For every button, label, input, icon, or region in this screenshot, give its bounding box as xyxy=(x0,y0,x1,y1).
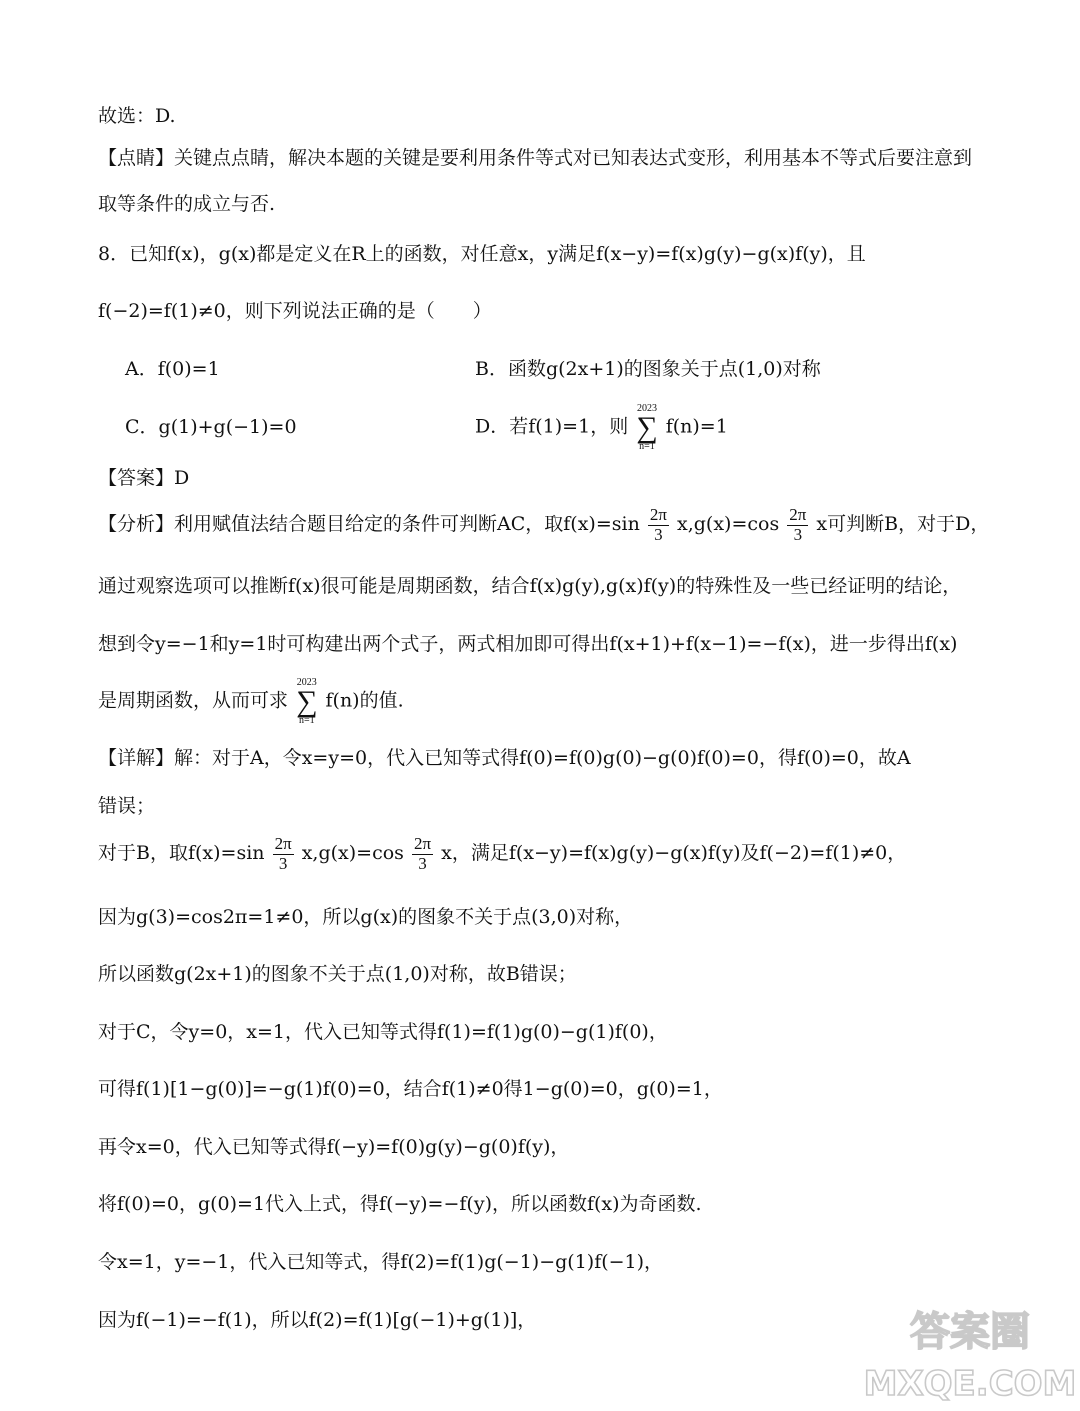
fraction-denominator: 3 xyxy=(793,524,803,544)
analysis-text: 是周期函数，从而可求 xyxy=(98,689,289,712)
question-8-stem: 8．已知f(x)，g(x)都是定义在R上的函数，对任意x，y满足f(x−y)=f(x)g(y)−g(x)f(y)，且 xyxy=(98,243,866,265)
detail-line-8: 再令x=0，代入已知等式得f(−y)=f(0)g(y)−g(0)f(y)， xyxy=(98,1136,570,1158)
detail-line-6: 对于C，令y=0，x=1，代入已知等式得f(1)=f(1)g(0)−g(1)f(0)， xyxy=(98,1021,668,1043)
option-d-suffix: f(n)=1 xyxy=(665,415,728,438)
fraction-denominator: 3 xyxy=(418,853,427,873)
analysis-line-2: 通过观察选项可以推断f(x)很可能是周期函数，结合f(x)g(y),g(x)f(y)的特殊性及一些已经证明的结论， xyxy=(98,575,962,597)
summation-symbol: 2023 ∑ n=1 xyxy=(296,677,318,726)
detail-line-9: 将f(0)=0，g(0)=1代入上式，得f(−y)=−f(y)，所以函数f(x)为奇函数. xyxy=(98,1193,702,1215)
fraction-denominator: 3 xyxy=(654,524,663,544)
detail-text: 对于B，取f(x)=sin xyxy=(98,842,265,865)
analysis-text: x可判断B，对于D， xyxy=(816,513,990,536)
fraction-numerator: 2π xyxy=(274,834,292,853)
text-line: 故选：D. xyxy=(98,105,176,127)
sum-upper: 2023 xyxy=(296,677,317,688)
sum-lower: n=1 xyxy=(639,441,655,452)
detail-line-10: 令x=1，y=−1，代入已知等式，得f(2)=f(1)g(−1)−g(1)f(−1)， xyxy=(98,1251,664,1273)
fraction-numerator: 2π xyxy=(789,505,807,524)
option-d xyxy=(475,403,728,452)
fraction xyxy=(787,506,808,544)
option-a: A．f(0)=1 xyxy=(125,358,220,380)
option-d-prefix: D．若f(1)=1，则 xyxy=(475,415,629,438)
detail-line-7: 可得f(1)[1−g(0)]=−g(1)f(0)=0，结合f(1)≠0得1−g(0)=0，g(0)=1， xyxy=(98,1078,723,1100)
watermark-bottom: MXQE.COM xyxy=(863,1364,1077,1404)
fraction xyxy=(273,835,294,873)
option-c: C．g(1)+g(−1)=0 xyxy=(125,416,297,438)
analysis-line-3: 想到令y=−1和y=1时可构建出两个式子，两式相加即可得出f(x+1)+f(x−1)=−f(x)，进一步得出f(x) xyxy=(98,633,958,655)
fraction-denominator: 3 xyxy=(278,853,288,873)
text-line: 【点睛】关键点点睛，解决本题的关键是要利用条件等式对已知表达式变形，利用基本不等式后要注意到 xyxy=(98,147,973,169)
analysis-line-4 xyxy=(98,677,404,726)
option-b: B．函数g(2x+1)的图象关于点(1,0)对称 xyxy=(475,358,821,380)
fraction-numerator: 2π xyxy=(649,505,667,524)
sum-upper: 2023 xyxy=(636,403,657,414)
summation-symbol: 2023 ∑ n=1 xyxy=(636,403,658,452)
answer-line: 【答案】D xyxy=(98,467,190,489)
analysis-text: x,g(x)=cos xyxy=(677,513,780,536)
detail-text: x，满足f(x−y)=f(x)g(y)−g(x)f(y)及f(−2)=f(1)≠0， xyxy=(441,842,907,865)
watermark-top: 答案圈 xyxy=(910,1309,1030,1355)
fraction-numerator: 2π xyxy=(413,834,432,853)
detail-line-2: 错误； xyxy=(98,795,156,817)
detail-line-4: 因为g(3)=cos2π=1≠0，所以g(x)的图象不关于点(3,0)对称， xyxy=(98,906,634,928)
question-8-stem-cont: f(−2)=f(1)≠0，则下列说法正确的是（ ） xyxy=(98,300,492,322)
fraction xyxy=(412,835,433,873)
fraction xyxy=(648,506,669,544)
analysis-text: f(n)的值. xyxy=(325,689,404,712)
analysis-line-1 xyxy=(98,506,989,544)
watermark-logo xyxy=(863,1295,1077,1405)
detail-line-3 xyxy=(98,835,906,873)
detail-line-11: 因为f(−1)=−f(1)，所以f(2)=f(1)[g(−1)+g(1)]， xyxy=(98,1309,537,1331)
analysis-text: 【分析】利用赋值法结合题目给定的条件可判断AC，取f(x)=sin xyxy=(98,513,640,536)
sum-lower: n=1 xyxy=(298,715,315,726)
detail-line-1: 【详解】解：对于A，令x=y=0，代入已知等式得f(0)=f(0)g(0)−g(0)f(0)=0，得f(0)=0，故A xyxy=(98,747,911,769)
detail-text: x,g(x)=cos xyxy=(301,842,404,865)
text-line: 取等条件的成立与否. xyxy=(98,193,276,215)
detail-line-5: 所以函数g(2x+1)的图象不关于点(1,0)对称，故B错误； xyxy=(98,963,577,985)
